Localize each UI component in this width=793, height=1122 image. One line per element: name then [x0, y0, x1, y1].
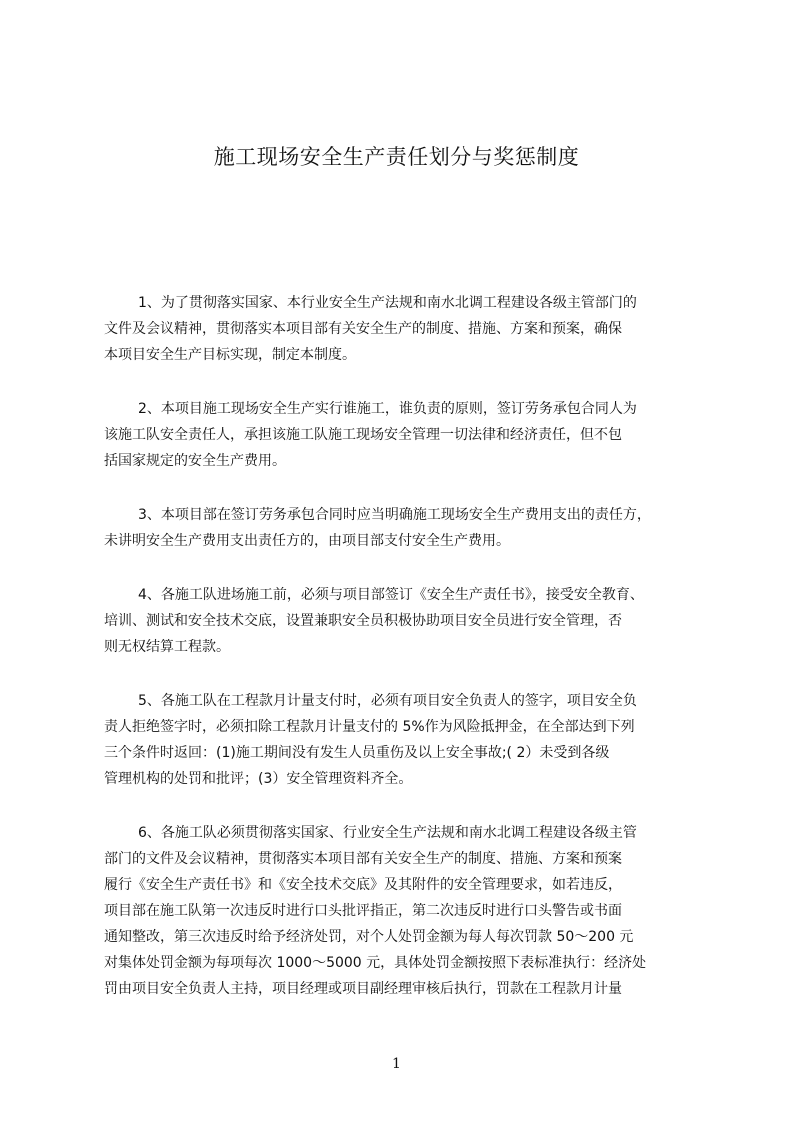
- document-body: [104, 290, 704, 1030]
- paragraph-line: 6、各施工队必须贯彻落实国家、行业安全生产法规和南水北调工程建设各级主管: [138, 825, 637, 841]
- paragraph-4: [104, 582, 704, 660]
- paragraph-line: 该施工队安全责任人，承担该施工队施工现场安全管理一切法律和经济责任，但不包: [104, 427, 622, 443]
- paragraph-line: 未讲明安全生产费用支出责任方的，由项目部支付安全生产费用。: [104, 533, 510, 549]
- paragraph-line: 通知整改，第三次违反时给予经济处罚，对个人处罚金额为每人每次罚款 50～200 元: [104, 929, 634, 945]
- document-title: 施工现场安全生产责任划分与奖惩制度: [213, 145, 580, 169]
- paragraph-line: 管理机构的处罚和批评；(3）安全管理资料齐全。: [104, 771, 413, 787]
- paragraph-line: 责人拒绝签字时，必须扣除工程款月计量支付的 5%作为风险抵押金，在全部达到下列: [104, 719, 635, 735]
- paragraph-line: 1、为了贯彻落实国家、本行业安全生产法规和南水北调工程建设各级主管部门的: [138, 295, 637, 311]
- paragraph-line: 对集体处罚金额为每项每次 1000～5000 元，具体处罚金额按照下表标准执行：经济处: [104, 955, 647, 971]
- paragraph-line: 3、本项目部在签订劳务承包合同时应当明确施工现场安全生产费用支出的责任方，: [138, 507, 651, 523]
- paragraph-line: 2、本项目施工现场安全生产实行谁施工，谁负责的原则，签订劳务承包合同人为: [138, 401, 637, 417]
- paragraph-line: 培训、测试和安全技术交底，设置兼职安全员积极协助项目安全员进行安全管理，否: [104, 613, 622, 629]
- paragraph-2: [104, 396, 704, 474]
- page-number: 1: [392, 1056, 401, 1072]
- paragraph-5: [104, 688, 704, 792]
- paragraph-line: 文件及会议精神，贯彻落实本项目部有关安全生产的制度、措施、方案和预案，确保: [104, 321, 622, 337]
- paragraph-3: [104, 502, 704, 554]
- paragraph-line: 5、各施工队在工程款月计量支付时，必须有项目安全负责人的签字，项目安全负: [138, 693, 637, 709]
- paragraph-line: 本项目安全生产目标实现，制定本制度。: [104, 347, 356, 363]
- paragraph-line: 三个条件时返回：(1)施工期间没有发生人员重伤及以上安全事故;( 2）未受到各级: [104, 745, 610, 761]
- paragraph-line: 4、各施工队进场施工前，必须与项目部签订《安全生产责任书》，接受安全教育、: [138, 587, 644, 603]
- paragraph-line: 履行《安全生产责任书》和《安全技术交底》及其附件的安全管理要求，如若违反，: [104, 877, 622, 893]
- paragraph-1: [104, 290, 704, 368]
- paragraph-line: 项目部在施工队第一次违反时进行口头批评指正，第二次违反时进行口头警告或书面: [104, 903, 622, 919]
- paragraph-6: [104, 820, 704, 1002]
- paragraph-line: 括国家规定的安全生产费用。: [104, 453, 286, 469]
- paragraph-line: 部门的文件及会议精神，贯彻落实本项目部有关安全生产的制度、措施、方案和预案: [104, 851, 622, 867]
- paragraph-line: 罚由项目安全负责人主持，项目经理或项目副经理审核后执行，罚款在工程款月计量: [104, 981, 622, 997]
- paragraph-line: 则无权结算工程款。: [104, 639, 230, 655]
